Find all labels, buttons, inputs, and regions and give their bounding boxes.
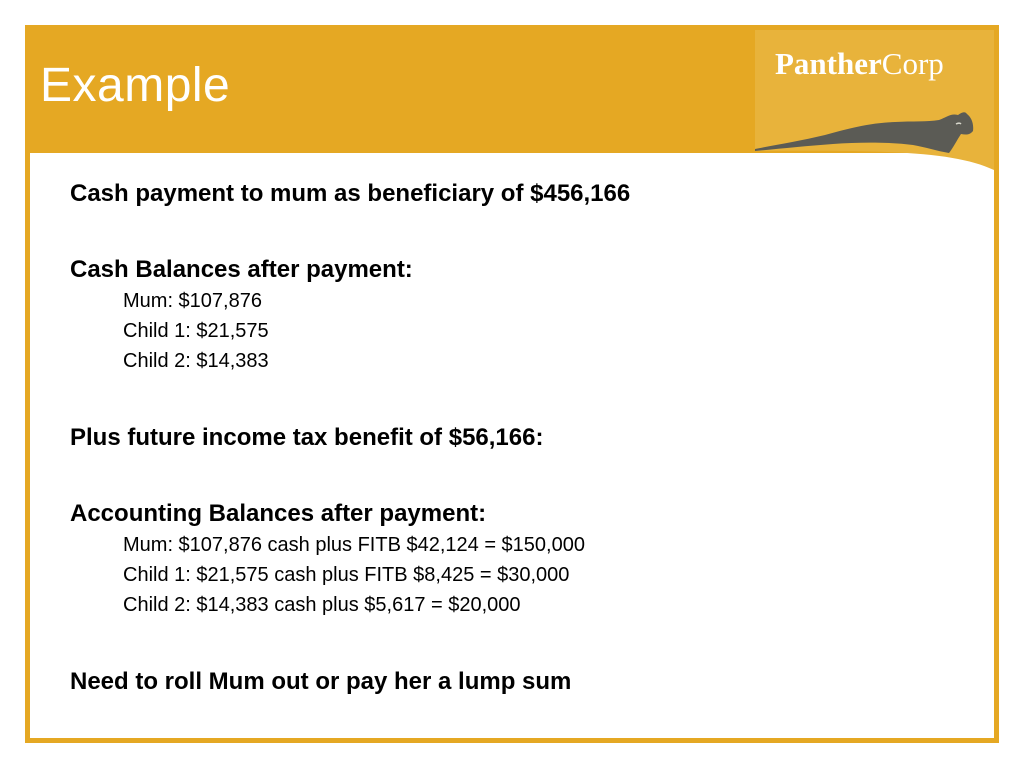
cash-balance-child-2: Child 2: $14,383 — [123, 350, 269, 372]
logo-panther: Panther — [775, 46, 882, 81]
panther-icon — [755, 95, 994, 175]
cash-balances-heading: Cash Balances after payment: — [70, 256, 413, 283]
accounting-balance-child-1: Child 1: $21,575 cash plus FITB $8,425 = $30,000 — [123, 564, 570, 586]
cash-payment-line: Cash payment to mum as beneficiary of $456,166 — [70, 180, 631, 207]
accounting-balance-mum: Mum: $107,876 cash plus FITB $42,124 = $150,000 — [123, 534, 585, 556]
slide-title: Example — [40, 59, 231, 112]
cash-balance-mum: Mum: $107,876 — [123, 290, 262, 312]
logo-corp: Corp — [881, 46, 944, 81]
panthercorp-logo — [775, 44, 944, 84]
accounting-balance-child-2: Child 2: $14,383 cash plus $5,617 = $20,000 — [123, 594, 521, 616]
tax-benefit-line: Plus future income tax benefit of $56,166: — [70, 424, 544, 451]
accounting-balances-heading: Accounting Balances after payment: — [70, 500, 487, 527]
conclusion-line: Need to roll Mum out or pay her a lump sum — [70, 668, 572, 695]
cash-balance-child-1: Child 1: $21,575 — [123, 320, 269, 342]
slide-content — [70, 178, 950, 698]
